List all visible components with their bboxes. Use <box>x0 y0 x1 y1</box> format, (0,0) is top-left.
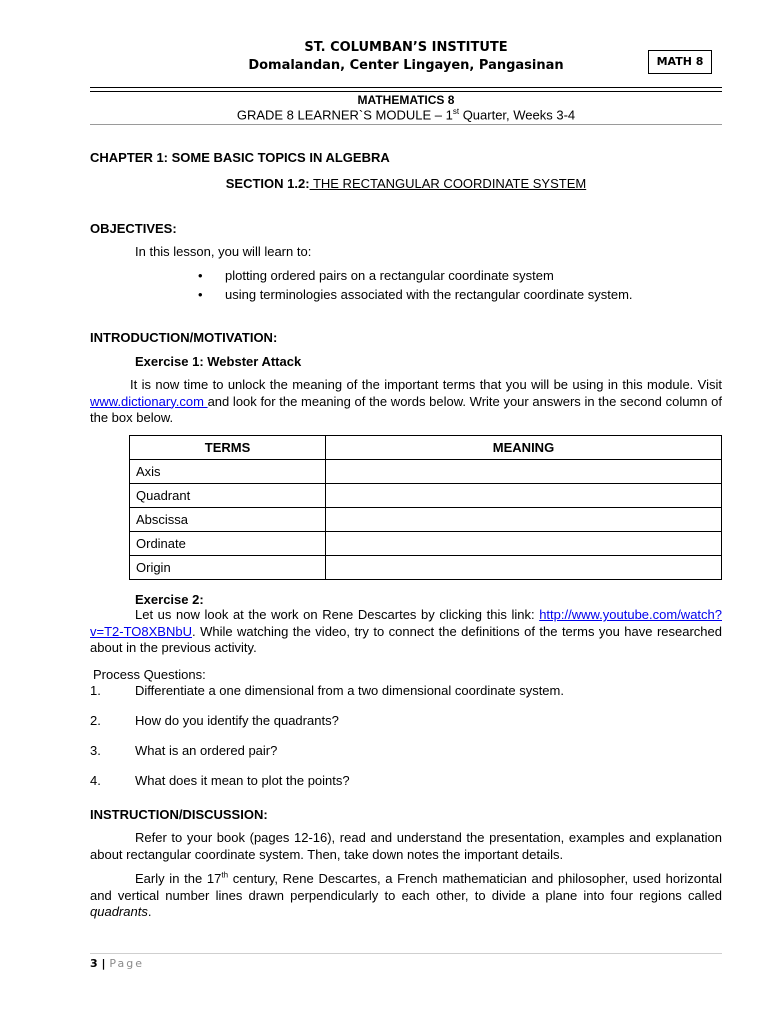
table-row <box>130 484 722 508</box>
section-heading <box>90 176 722 191</box>
exercise1-title: Exercise 1: Webster Attack <box>135 354 302 369</box>
objectives-intro: In this lesson, you will learn to: <box>135 244 312 259</box>
chapter-title: CHAPTER 1: SOME BASIC TOPICS IN ALGEBRA <box>90 150 390 165</box>
exercise2-title: Exercise 2: <box>135 592 204 607</box>
terms-table <box>129 435 722 580</box>
header-double-rule <box>90 87 722 92</box>
header-rule <box>90 124 722 125</box>
meaning-cell[interactable] <box>326 460 722 484</box>
page-word: Page <box>109 957 144 970</box>
table-header-row <box>130 436 722 460</box>
page-separator: | <box>97 957 110 970</box>
term-cell: Origin <box>130 556 326 580</box>
term-cell: Ordinate <box>130 532 326 556</box>
page-footer <box>90 957 144 970</box>
meaning-column-header: MEANING <box>326 436 722 460</box>
meaning-cell[interactable] <box>326 484 722 508</box>
dictionary-link[interactable]: www.dictionary.com <box>90 393 208 409</box>
term-cell: Quadrant <box>130 484 326 508</box>
school-name: ST. COLUMBAN’S INSTITUTE <box>304 40 508 55</box>
descartes-paragraph: Early in the 17th century, Rene Descartes, a French mathematician and philosopher, used horizontal and vertical number lines drawn perpendicularly to each other, to divide a plane into four regions called quadrants. <box>90 870 722 919</box>
footer-rule <box>90 953 722 954</box>
introduction-heading: INTRODUCTION/MOTIVATION: <box>90 330 278 345</box>
subject-tag: MATH 8 <box>648 50 712 74</box>
table-row <box>130 532 722 556</box>
section-label: SECTION 1.2: <box>225 176 310 191</box>
section-title: THE RECTANGULAR COORDINATE SYSTEM <box>309 176 587 191</box>
process-questions-heading: Process Questions: <box>93 667 206 682</box>
table-row <box>130 460 722 484</box>
meaning-cell[interactable] <box>326 532 722 556</box>
exercise1-paragraph: It is now time to unlock the meaning of the important terms that you will be using in this module. Visit www.dictionary.com and look for the meaning of the words below. Write your answers in the second column of the box below. <box>90 377 722 425</box>
term-cell: Axis <box>130 460 326 484</box>
grade-sup: st <box>452 107 460 116</box>
youtube-link[interactable]: http://www.youtube.com/watch?v=T2-TO8XBNbU <box>90 607 722 639</box>
bullet-icon: • <box>198 287 203 302</box>
instruction-heading: INSTRUCTION/DISCUSSION: <box>90 807 268 822</box>
objective-item: • plotting ordered pairs on a rectangular coordinate system <box>198 268 554 283</box>
meaning-cell[interactable] <box>326 508 722 532</box>
exercise2-paragraph: Let us now look at the work on Rene Descartes by clicking this link: http://www.youtube.com/watch?v=T2-TO8XBNbU. While watching the video, try to connect the definitions of the terms you have researched about in the previous activity. <box>90 607 722 655</box>
table-row <box>130 508 722 532</box>
grade-prefix: GRADE 8 LEARNER`S MODULE – 1 <box>236 107 453 123</box>
objective-item: • using terminologies associated with the rectangular coordinate system. <box>198 287 633 302</box>
instruction-paragraph: Refer to your book (pages 12-16), read and understand the presentation, examples and explanation about rectangular coordinate system. Then, take down notes the important details. <box>90 830 722 862</box>
module-subtitle <box>90 107 722 122</box>
subject-title: MATHEMATICS 8 <box>357 93 455 107</box>
terms-column-header: TERMS <box>130 436 326 460</box>
school-address: Domalandan, Center Lingayen, Pangasinan <box>248 58 564 73</box>
bullet-icon: • <box>198 268 203 283</box>
objectives-heading: OBJECTIVES: <box>90 221 177 236</box>
page-number: 3 <box>90 957 98 970</box>
term-cell: Abscissa <box>130 508 326 532</box>
grade-suffix: Quarter, Weeks 3-4 <box>459 107 576 123</box>
table-row <box>130 556 722 580</box>
meaning-cell[interactable] <box>326 556 722 580</box>
